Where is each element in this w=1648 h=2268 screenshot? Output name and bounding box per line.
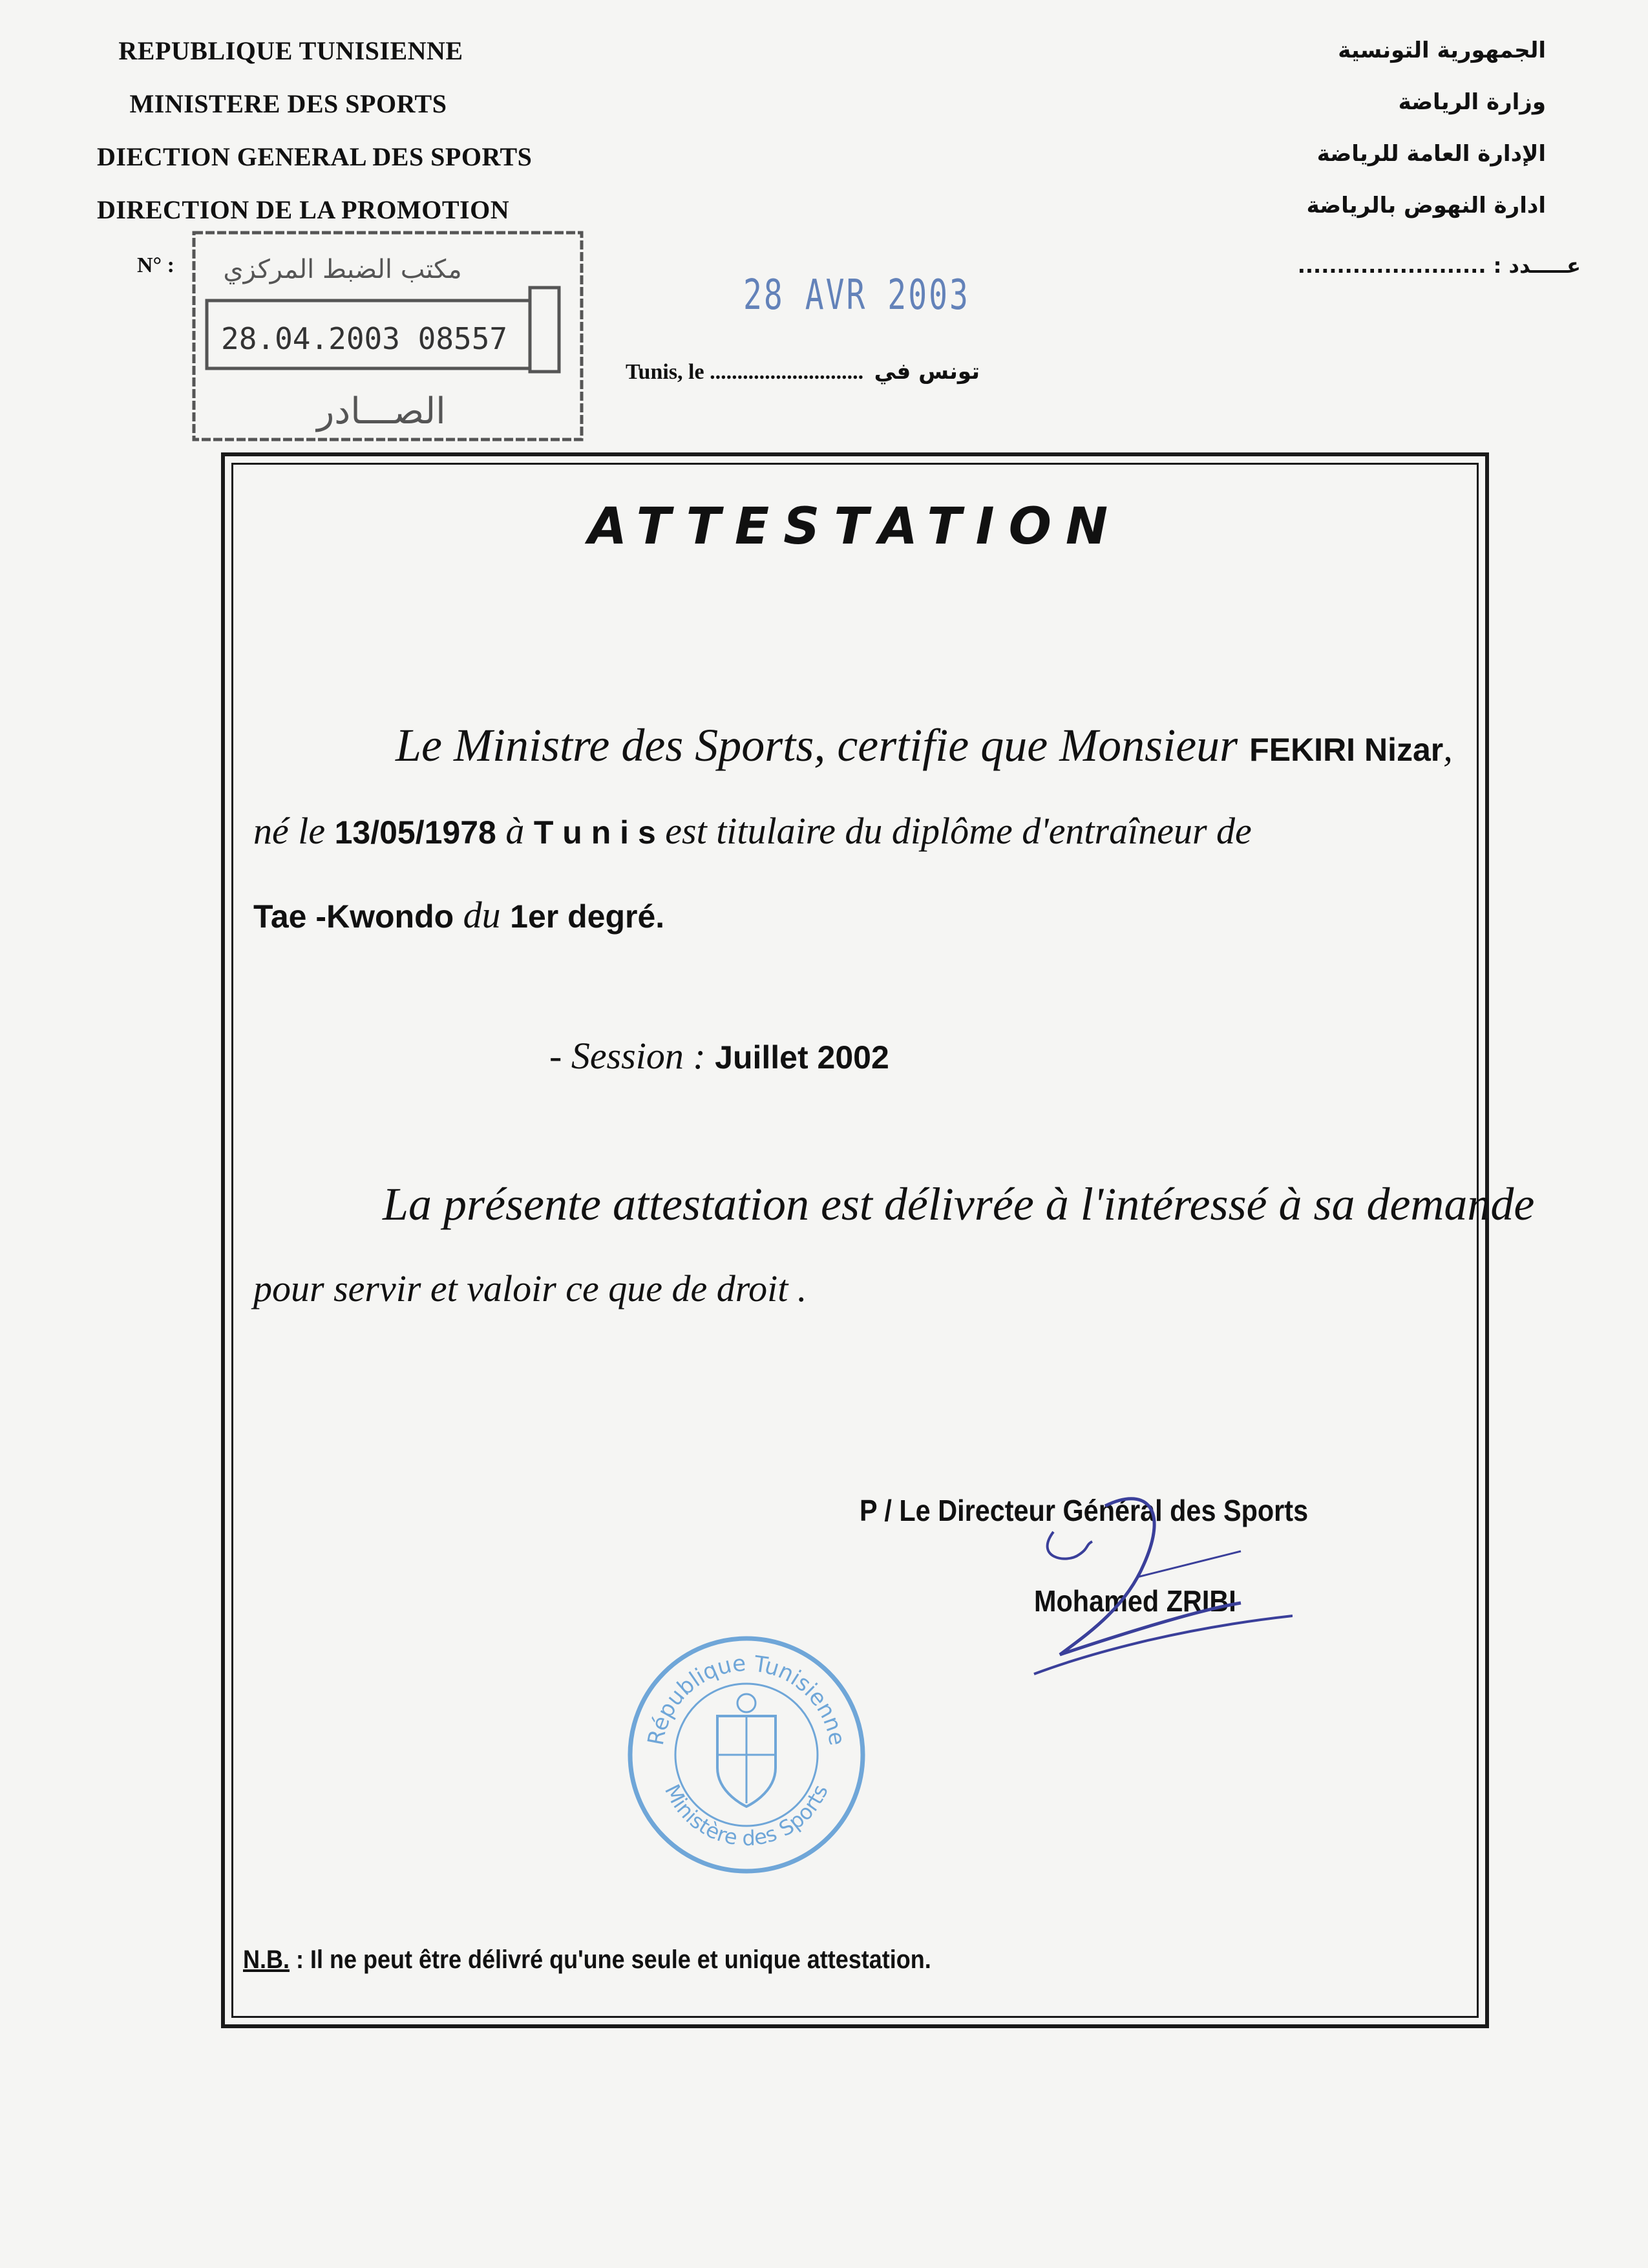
footnote-text: : Il ne peut être délivré qu'une seule et unique attestation. [290, 1945, 931, 1974]
sport-name: Tae -Kwondo [253, 898, 454, 935]
seal-bottom-text: Ministère des Sports [659, 1780, 833, 1851]
footnote [243, 1945, 931, 1975]
header-republic: REPUBLIQUE TUNISIENNE [118, 36, 463, 65]
person-name: FEKIRI Nizar [1249, 732, 1444, 768]
header-ar-ministry: وزارة الرياضة [1398, 89, 1546, 115]
p1-text: Le Ministre des Sports, certifie que Monsieur [396, 719, 1250, 771]
number-dots-ar: ........................ [1297, 253, 1486, 278]
session-line [549, 1034, 889, 1077]
tunis-date-line [626, 359, 980, 385]
tunis-label-ar: تونس في [874, 359, 980, 385]
number-label-ar: عـــــدد : [1493, 253, 1581, 278]
p5-text: La présente attestation est délivrée à l'intéressé à sa demande [383, 1178, 1535, 1230]
received-date-stamp: 28 AVR 2003 [743, 271, 970, 319]
p1-end: , [1443, 727, 1453, 769]
body-paragraph-1 [396, 719, 1453, 772]
tunis-dots: ............................ [710, 360, 864, 384]
header-ar-direction-general: الإدارة العامة للرياضة [1316, 141, 1546, 167]
handwritten-signature [1008, 1480, 1293, 1687]
header-ar-republic: الجمهورية التونسية [1338, 37, 1546, 63]
p3-du: du [454, 894, 511, 936]
seal-top-text: République Tunisienne [642, 1650, 850, 1748]
birth-date: 13/05/1978 [334, 814, 496, 851]
registration-stamp [187, 226, 588, 446]
header-direction-promotion: DIRECTION DE LA PROMOTION [97, 195, 510, 224]
degree: 1er degré. [510, 898, 665, 935]
signatory-name: Mohamed ZRIBI [1034, 1584, 1236, 1618]
number-label-fr: N° : [137, 253, 174, 277]
body-paragraph-3 [253, 893, 664, 937]
birth-city: T u n i s [533, 814, 656, 851]
header-direction-general: DIECTION GENERAL DES SPORTS [97, 142, 533, 171]
p2-prefix: né le [253, 810, 335, 852]
body-paragraph-2 [253, 809, 1252, 853]
tunis-label: Tunis, le [626, 360, 704, 384]
session-value: Juillet 2002 [715, 1039, 889, 1076]
header-right-block [1307, 25, 1546, 231]
p2-a: à [496, 810, 534, 852]
document-title: ATTESTATION [587, 498, 1123, 556]
session-label: - Session : [549, 1035, 715, 1077]
stamp-arabic-top: مكتب الضبط المركزي [223, 255, 462, 284]
footnote-label: N.B. [243, 1945, 290, 1974]
p2-suffix: est titulaire du diplôme d'entraîneur de [655, 810, 1252, 852]
signatory-title: P / Le Directeur Général des Sports [860, 1494, 1309, 1527]
ministry-seal [620, 1629, 872, 1881]
stamp-arabic-bottom: الصـــادر [317, 390, 446, 432]
number-field-ar [1298, 253, 1581, 278]
body-paragraph-6: pour servir et valoir ce que de droit . [253, 1267, 807, 1309]
header-ministry: MINISTERE DES SPORTS [129, 89, 447, 118]
body-paragraph-5 [383, 1178, 1534, 1231]
header-left-block [97, 25, 533, 237]
stamp-date-number: 28.04.2003 08557 [221, 321, 508, 356]
header-ar-direction-promotion: ادارة النهوض بالرياضة [1306, 193, 1546, 218]
